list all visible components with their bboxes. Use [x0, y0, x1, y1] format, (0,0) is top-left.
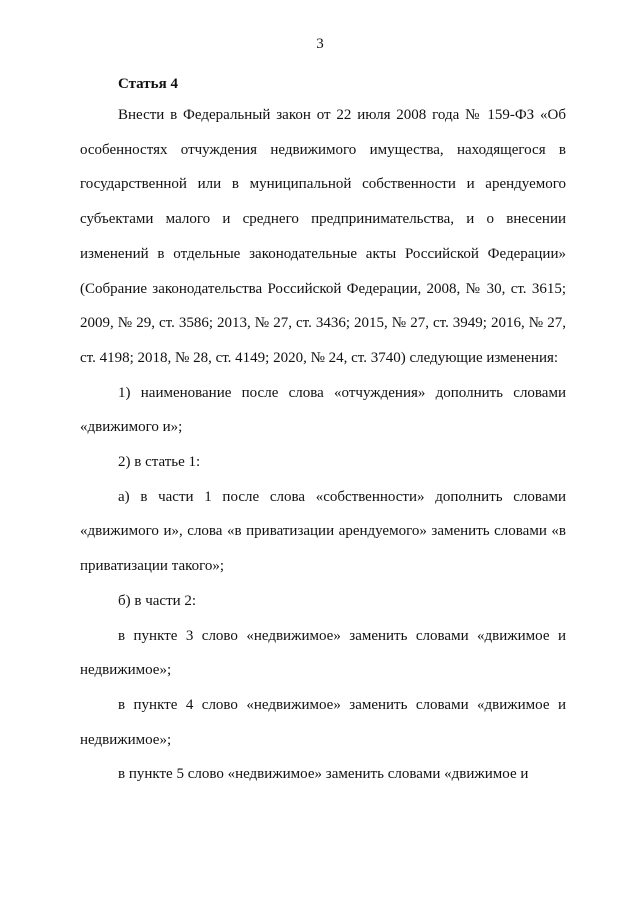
page-number: 3 [316, 36, 324, 52]
paragraph-item-2b: б) в части 2: [118, 592, 197, 609]
paragraph-item-1: 1) наименование после слова «отчуждения» дополнить словами «движимого и»; [80, 384, 566, 436]
paragraph-item-2a: а) в части 1 после слова «собственности» дополнить словами «движимого и», слова «в приватизации арендуемого» заменить словами «в приватизации такого»; [80, 488, 566, 575]
paragraph-intro: Внести в Федеральный закон от 22 июля 2008 года № 159-ФЗ «Об особенностях отчуждения недвижимого имущества, находящегося в государственной или в муниципальной собственности и арендуемого субъектами малого и среднего предпринимательства, и о внесении изменений в отдельные законодательные акты Российской Федерации» (Собрание законодательства Российской Федерации, 2008, № 30, ст. 3615; 2009, № 29, ст. 3586; 2013, № 27, ст. 3436; 2015, № 27, ст. 3949; 2016, № 27, ст. 4198; 2018, № 28, ст. 4149; 2020, № 24, ст. 3740) следующие изменения: [80, 107, 566, 366]
paragraph-item-2: 2) в статье 1: [118, 454, 201, 471]
article-heading: Статья 4 [118, 76, 178, 92]
paragraph-point-4: в пункте 4 слово «недвижимое» заменить словами «движимое и недвижимое»; [80, 696, 566, 748]
paragraph-point-5: в пункте 5 слово «недвижимое» заменить словами «движимое и [118, 766, 529, 783]
paragraph-point-3: в пункте 3 слово «недвижимое» заменить словами «движимое и недвижимое»; [80, 627, 566, 679]
document-body [80, 98, 566, 792]
